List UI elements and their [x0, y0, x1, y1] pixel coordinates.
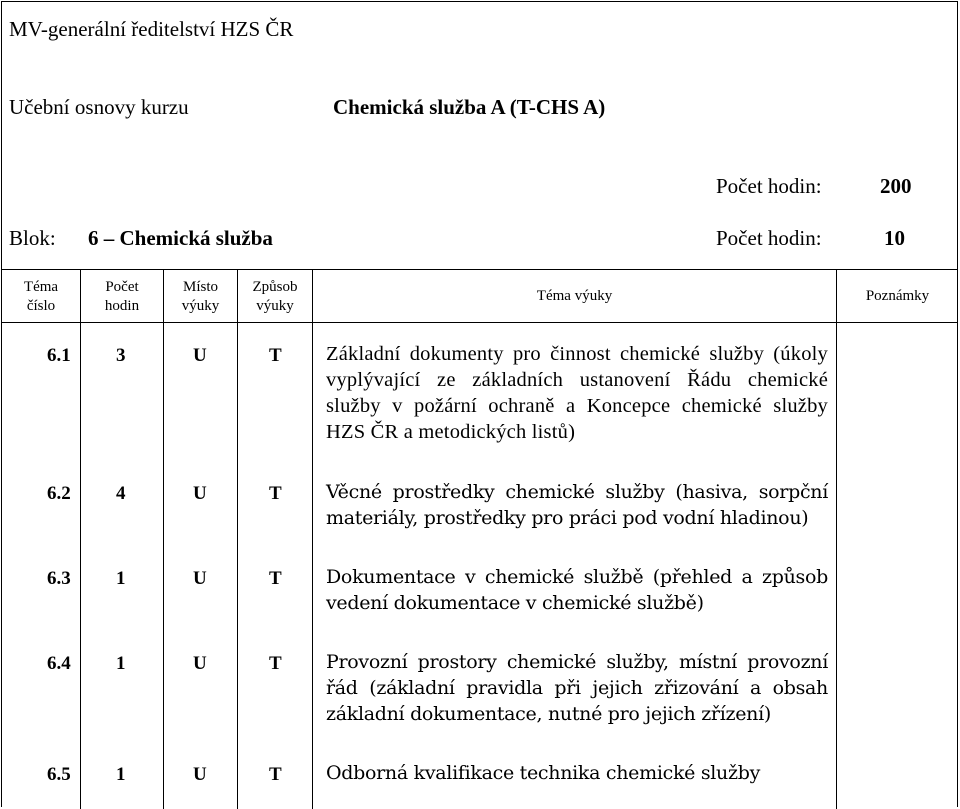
row-hours: 1 — [116, 568, 126, 589]
row-topic-number: 6.4 — [47, 653, 71, 674]
row-place: U — [193, 568, 207, 589]
row-method: T — [269, 764, 282, 785]
row-topic-number: 6.1 — [47, 345, 71, 366]
row-method: T — [269, 345, 282, 366]
block-label: Blok: — [9, 226, 56, 250]
row-method: T — [269, 568, 282, 589]
row-hours: 3 — [116, 345, 126, 366]
column-divider — [312, 269, 313, 809]
row-place: U — [193, 653, 207, 674]
row-topic: Věcné prostředky chemické služby (hasiva, sorpční materiály, prostředky pro práci pod vodní hladinou) — [326, 481, 828, 529]
column-divider — [163, 269, 164, 809]
row-topic: Základní dokumenty pro činnost chemické služby (úkoly vyplývající ze základních ustanovení Řádu chemické služby v požární ochraně a Koncepce chemické služby HZS ČR a metodických listů) — [326, 343, 828, 443]
header-bottom-border — [1, 322, 958, 323]
column-header-method: Způsob výuky — [252, 279, 298, 314]
row-topic: Dokumentace v chemické službě (přehled a způsob vedení dokumentace v chemické službě) — [326, 566, 828, 614]
row-topic: Odborná kvalifikace technika chemické služby — [326, 762, 761, 784]
course-name: Chemická služba A (T-CHS A) — [333, 95, 606, 119]
row-place: U — [193, 483, 207, 504]
curriculum-label: Učební osnovy kurzu — [9, 95, 189, 119]
column-header-hours: Počet hodin — [104, 279, 140, 314]
row-place: U — [193, 345, 207, 366]
row-topic: Provozní prostory chemické služby, místní provozní řád (základní pravidla při jejich zřizování a obsah základní dokumentace, nutné pro jejich zřízení) — [326, 651, 828, 725]
column-header-place: Místo výuky — [181, 279, 220, 314]
table-top-border — [1, 269, 958, 270]
block-hours-value: 10 — [884, 226, 905, 250]
row-method: T — [269, 653, 282, 674]
column-header-topic: Téma výuky — [536, 288, 613, 304]
row-hours: 4 — [116, 483, 126, 504]
column-divider — [836, 269, 837, 809]
column-header-topic-number: Téma číslo — [23, 279, 59, 314]
row-method: T — [269, 483, 282, 504]
row-topic-number: 6.5 — [47, 764, 71, 785]
row-topic-number: 6.3 — [47, 568, 71, 589]
column-divider — [237, 269, 238, 809]
row-topic-number: 6.2 — [47, 483, 71, 504]
column-divider — [80, 269, 81, 809]
row-place: U — [193, 764, 207, 785]
block-hours-label: Počet hodin: — [716, 226, 822, 250]
organization-title: MV-generální ředitelství HZS ČR — [9, 17, 294, 41]
total-hours-value: 200 — [880, 174, 912, 198]
column-header-notes: Poznámky — [865, 288, 930, 304]
row-hours: 1 — [116, 653, 126, 674]
row-hours: 1 — [116, 764, 126, 785]
total-hours-label: Počet hodin: — [716, 174, 822, 198]
block-name: 6 – Chemická služba — [88, 226, 273, 250]
